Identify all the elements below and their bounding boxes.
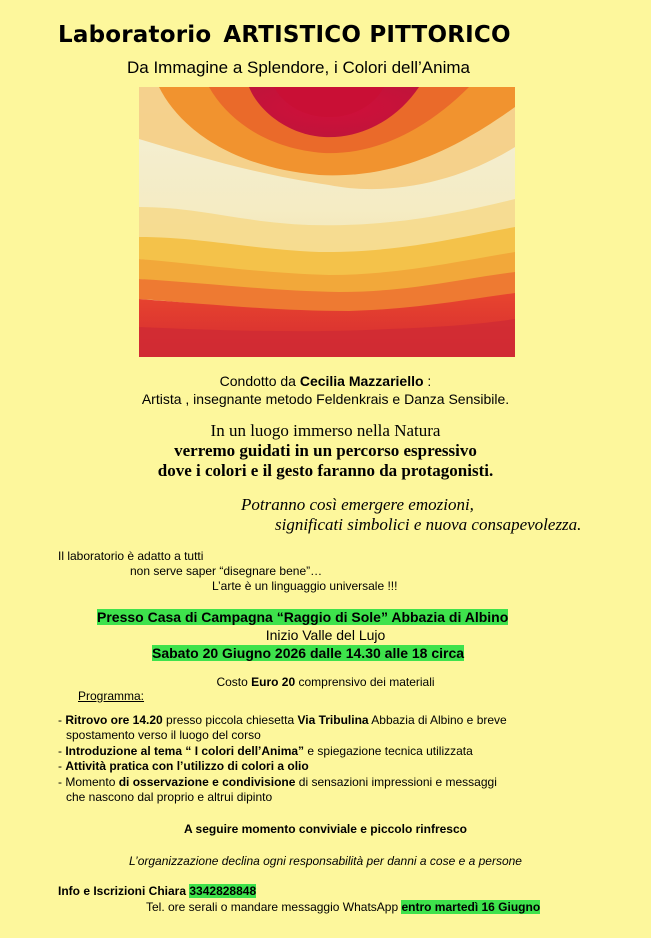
tel-line bbox=[146, 900, 540, 914]
list-item: - Momento di osservazione e condivisione di sensazioni impressioni e messaggi bbox=[58, 774, 497, 789]
list-item: - Ritrovo ore 14.20 presso piccola chiesetta Via Tribulina Abbazia di Albino e breve bbox=[58, 713, 507, 727]
list-item-continuation: spostamento verso il luogo del corso bbox=[66, 728, 261, 743]
programma-heading: Programma: bbox=[78, 689, 145, 703]
conductor-name: Cecilia Mazzariello bbox=[299, 373, 424, 389]
contact-line bbox=[58, 884, 256, 898]
intro-line-1: In un luogo immerso nella Natura bbox=[210, 421, 441, 440]
audience-line-1: Il laboratorio è adatto a tutti bbox=[58, 549, 204, 563]
event-date-text: Sabato 20 Giugno 2026 dalle 14.30 alle 18 circa bbox=[152, 645, 465, 661]
contact-label: Info e Iscrizioni Chiara bbox=[58, 884, 190, 898]
conductor-prefix: Condotto da bbox=[219, 373, 300, 389]
cost-prefix: Costo bbox=[216, 675, 252, 689]
deadline: entro martedì 16 Giugno bbox=[401, 900, 541, 914]
title-part-1: Laboratorio bbox=[58, 22, 212, 48]
intro-line-3: dove i colori e il gesto faranno da protagonisti. bbox=[157, 461, 494, 480]
cost-suffix: comprensivo dei materiali bbox=[295, 675, 435, 689]
contact-phone[interactable]: 3342828848 bbox=[189, 884, 257, 898]
list-item: - Attività pratica con l’utilizzo di colori a olio bbox=[58, 759, 309, 774]
page-title bbox=[58, 22, 511, 48]
cost-amount: Euro 20 bbox=[251, 675, 296, 689]
watercolor-painting bbox=[139, 87, 515, 357]
conductor-role: Artista , insegnante metodo Feldenkrais e Danza Sensibile. bbox=[141, 391, 510, 407]
programma-list bbox=[58, 713, 507, 805]
tel-text: Tel. ore serali o mandare messaggio WhatsApp bbox=[146, 900, 402, 914]
venue-place bbox=[97, 609, 508, 625]
audience-line-3: L’arte è un linguaggio universale !!! bbox=[212, 579, 398, 593]
cost-line bbox=[0, 675, 651, 689]
event-date bbox=[152, 645, 464, 661]
disclaimer: L’organizzazione declina ogni responsabilità per danni a cose e a persone bbox=[129, 854, 522, 868]
poetic-line-1: Potranno così emergere emozioni, bbox=[241, 495, 474, 514]
audience-line-2: non serve saper “disegnare bene”… bbox=[130, 564, 323, 578]
list-item: - Introduzione al tema “ I colori dell’Anima” e spiegazione tecnica utilizzata bbox=[58, 743, 473, 758]
venue-area: Inizio Valle del Lujo bbox=[265, 627, 386, 643]
intro-line-2: verremo guidati in un percorso espressivo bbox=[174, 441, 477, 460]
conductor-line bbox=[0, 373, 651, 389]
list-item-continuation: che nascono dal proprio e altrui dipinto bbox=[66, 790, 273, 805]
title-part-2: ARTISTICO PITTORICO bbox=[223, 22, 511, 48]
poetic-line-2: significati simbolici e nuova consapevolezza. bbox=[275, 515, 582, 534]
page-subtitle: Da Immagine a Splendore, i Colori dell’Anima bbox=[127, 58, 470, 77]
venue-place-text: Presso Casa di Campagna “Raggio di Sole” Abbazia di Albino bbox=[97, 609, 509, 625]
follow-note: A seguire momento conviviale e piccolo rinfresco bbox=[184, 822, 467, 836]
conductor-suffix: : bbox=[423, 373, 432, 389]
